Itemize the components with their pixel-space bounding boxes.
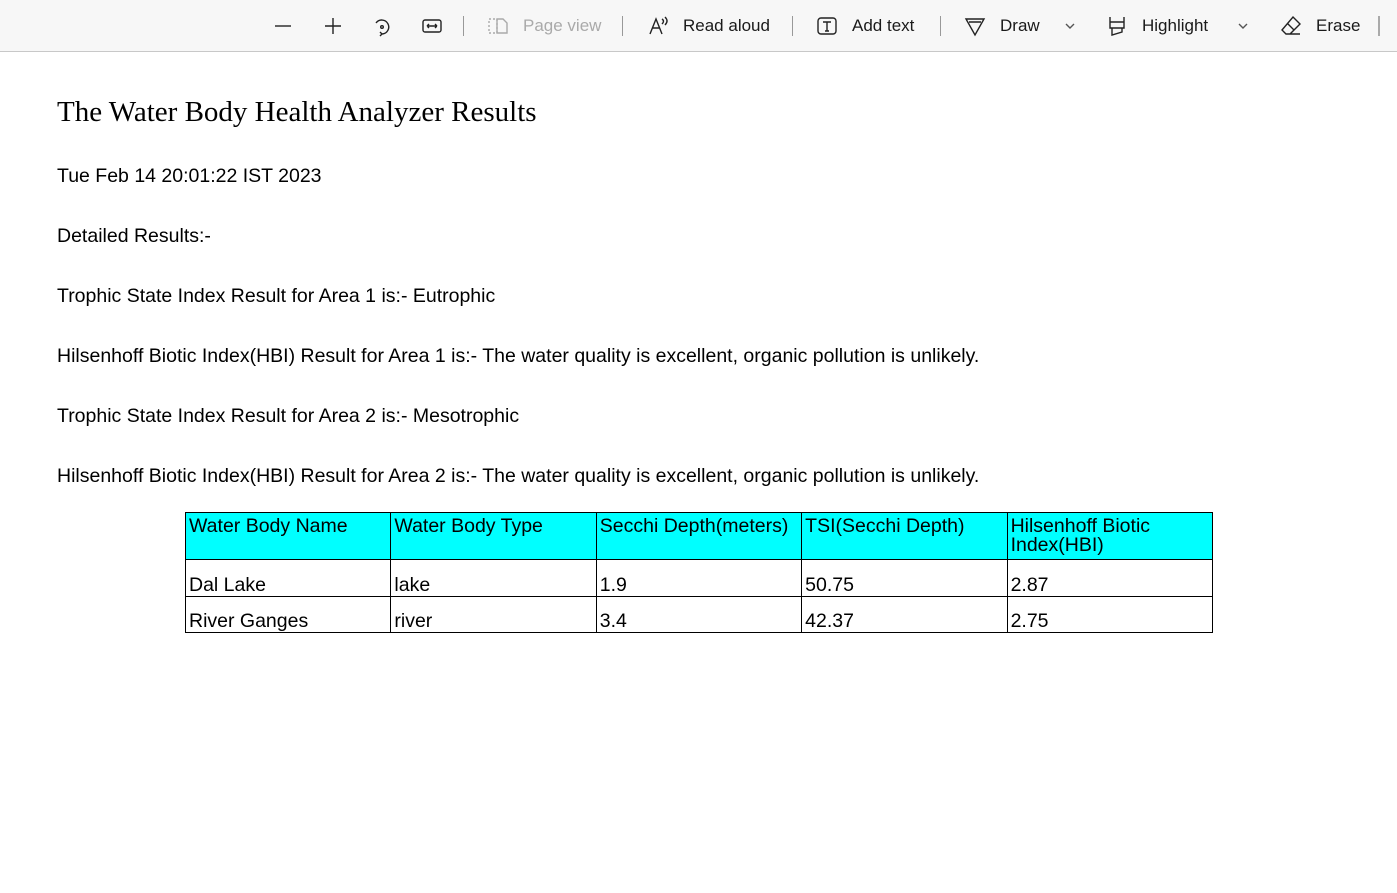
- table-cell: river: [391, 597, 596, 633]
- draw-button[interactable]: [964, 0, 1040, 52]
- zoom-in-button[interactable]: [322, 0, 344, 52]
- table-row: [186, 560, 1213, 597]
- draw-label: Draw: [1000, 16, 1040, 35]
- read-aloud-label: Read aloud: [683, 16, 770, 35]
- table-row: [186, 597, 1213, 633]
- result-line: Hilsenhoff Biotic Index(HBI) Result for Area 1 is:- The water quality is excellent, organic pollution is unlikely.: [57, 345, 980, 367]
- table-cell: 1.9: [596, 560, 801, 597]
- chevron-down-icon: [1237, 20, 1249, 32]
- result-line: Trophic State Index Result for Area 1 is:- Eutrophic: [57, 285, 496, 307]
- fit-width-button[interactable]: [421, 0, 443, 52]
- report-date: Tue Feb 14 20:01:22 IST 2023: [57, 165, 322, 187]
- highlight-button[interactable]: [1106, 0, 1208, 52]
- column-header: Secchi Depth(meters): [596, 513, 801, 560]
- pdf-toolbar: [0, 0, 1397, 52]
- table-cell: 50.75: [802, 560, 1007, 597]
- add-text-label: Add text: [852, 16, 915, 35]
- read-aloud-icon: [647, 15, 669, 37]
- divider: [622, 16, 623, 36]
- column-header: Water Body Type: [391, 513, 596, 560]
- erase-label: Erase: [1316, 16, 1361, 35]
- page-view-button[interactable]: [487, 0, 601, 52]
- result-line: Trophic State Index Result for Area 2 is:- Mesotrophic: [57, 405, 520, 427]
- add-text-button[interactable]: [816, 0, 914, 52]
- draw-options-dropdown[interactable]: [1064, 0, 1076, 52]
- column-header: TSI(Secchi Depth): [802, 513, 1007, 560]
- table-cell: lake: [391, 560, 596, 597]
- fit-width-icon: [421, 15, 443, 37]
- rotate-icon: [371, 15, 393, 37]
- page-view-label: Page view: [523, 16, 602, 35]
- minus-icon: [272, 15, 294, 37]
- divider: [463, 16, 464, 36]
- chevron-down-icon: [1064, 20, 1076, 32]
- table-cell: Dal Lake: [186, 560, 391, 597]
- page-view-icon: [487, 15, 509, 37]
- table-cell: 3.4: [596, 597, 801, 633]
- table-cell: 42.37: [802, 597, 1007, 633]
- zoom-out-button[interactable]: [272, 0, 294, 52]
- rotate-button[interactable]: [371, 0, 393, 52]
- column-header: Hilsenhoff Biotic Index(HBI): [1007, 513, 1212, 560]
- table-cell: 2.75: [1007, 597, 1212, 633]
- detailed-results-heading: Detailed Results:-: [57, 225, 211, 247]
- pen-icon: [964, 15, 986, 37]
- results-table: [185, 512, 1213, 633]
- text-box-icon: [816, 15, 838, 37]
- eraser-icon: [1280, 15, 1302, 37]
- column-header: Water Body Name: [186, 513, 391, 560]
- highlight-options-dropdown[interactable]: [1237, 0, 1249, 52]
- plus-icon: [322, 15, 344, 37]
- highlighter-icon: [1106, 15, 1128, 37]
- divider: [1378, 16, 1380, 36]
- table-cell: 2.87: [1007, 560, 1212, 597]
- document-title: The Water Body Health Analyzer Results: [57, 96, 537, 128]
- divider: [940, 16, 941, 36]
- divider: [792, 16, 793, 36]
- result-line: Hilsenhoff Biotic Index(HBI) Result for Area 2 is:- The water quality is excellent, organic pollution is unlikely.: [57, 465, 980, 487]
- table-header-row: [186, 513, 1213, 560]
- erase-button[interactable]: [1280, 0, 1360, 52]
- read-aloud-button[interactable]: [647, 0, 770, 52]
- highlight-label: Highlight: [1142, 16, 1209, 35]
- table-cell: River Ganges: [186, 597, 391, 633]
